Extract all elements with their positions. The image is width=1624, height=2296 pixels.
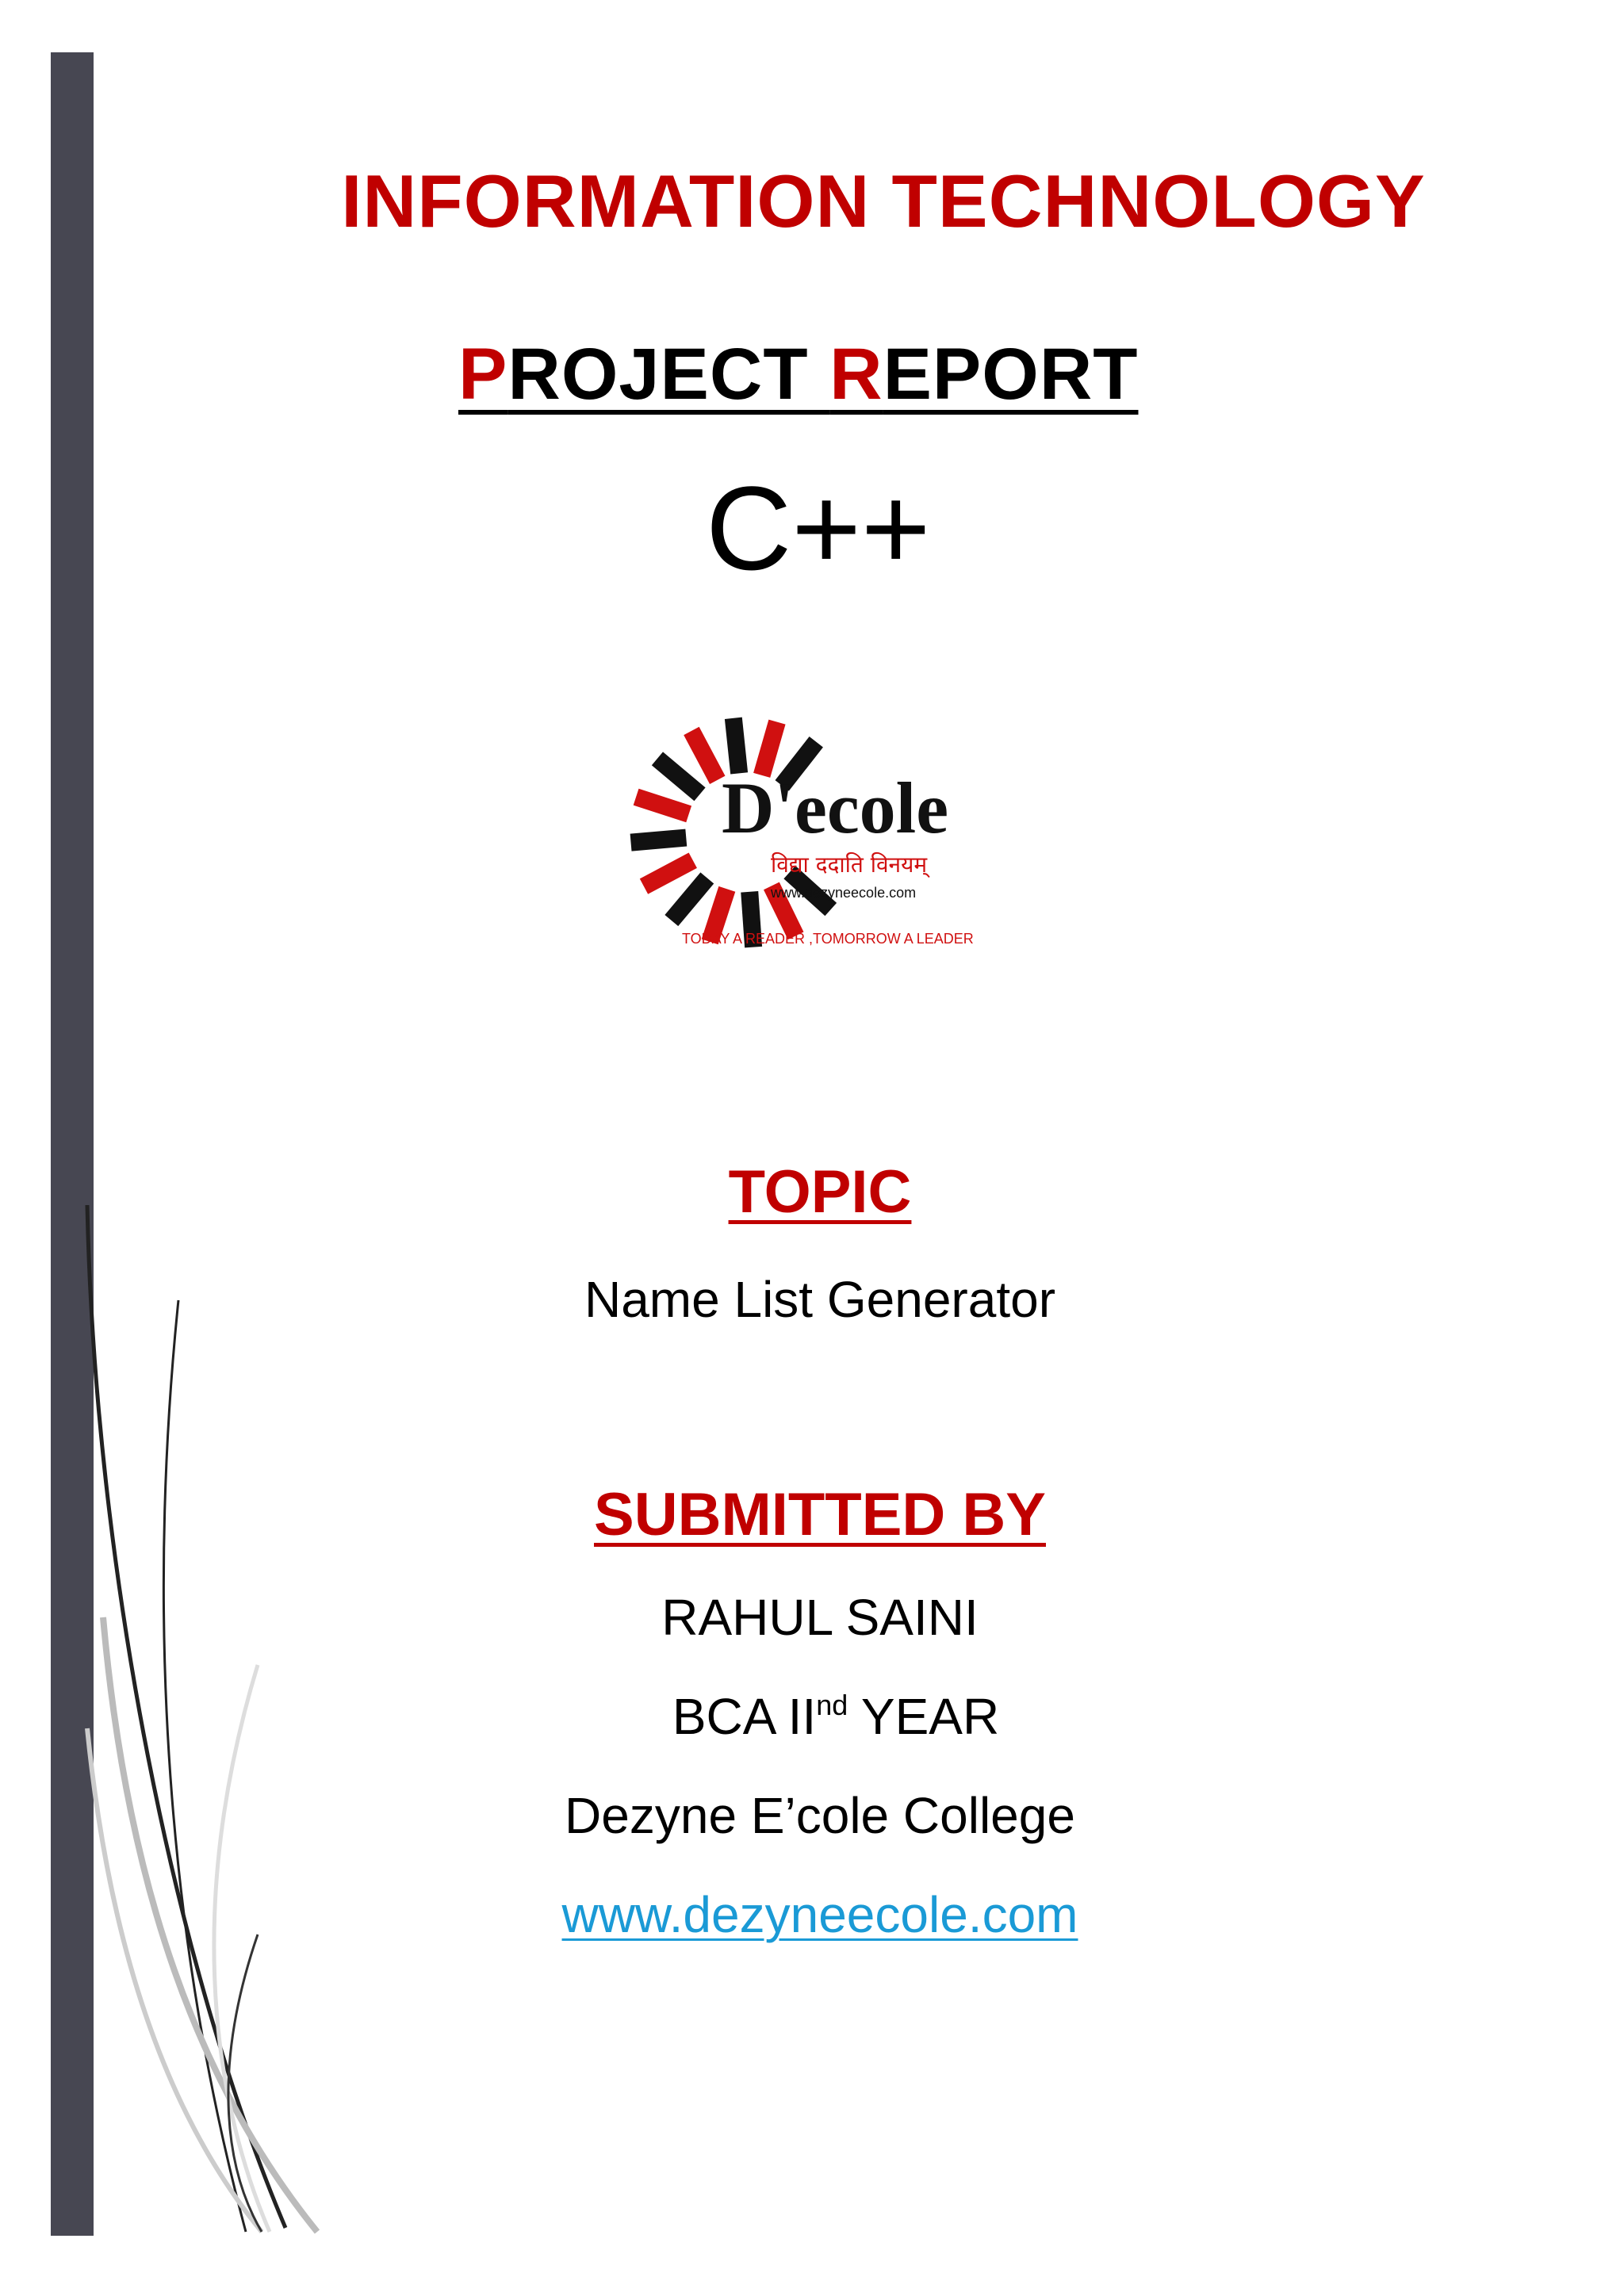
report-subtitle — [458, 333, 1139, 416]
website-link[interactable]: www.dezyneecole.com — [561, 1886, 1078, 1943]
decole-logo — [626, 714, 991, 959]
year-suffix: YEAR — [848, 1688, 1000, 1745]
svg-text:TODAY A READER ,TOMORROW A LEA: TODAY A READER ,TOMORROW A LEADER — [682, 931, 974, 947]
year-prefix: BCA II — [672, 1688, 817, 1745]
college-name: Dezyne E’cole College — [565, 1787, 1075, 1844]
submitted-by-heading: SUBMITTED BY — [594, 1481, 1046, 1548]
topic-heading: TOPIC — [728, 1158, 912, 1226]
svg-text:विद्या ददाति विनयम्: विद्या ददाति विनयम् — [771, 851, 928, 878]
svg-text:www.dezyneecole.com: www.dezyneecole.com — [771, 885, 917, 901]
year-superscript: nd — [816, 1689, 848, 1721]
subtitle-word-eport: EPORT — [883, 334, 1139, 415]
subtitle-initial-r: R — [829, 334, 883, 415]
student-name: RAHUL SAINI — [661, 1589, 979, 1646]
subtitle-initial-p: P — [458, 334, 508, 415]
subtitle-word-roject: ROJECT — [508, 334, 830, 415]
student-year — [24, 1687, 1624, 1746]
page-title: INFORMATION TECHNOLOGY — [341, 159, 1426, 243]
topic-value: Name List Generator — [584, 1271, 1056, 1328]
svg-text:D'ecole: D'ecole — [722, 767, 949, 848]
language-title: C++ — [706, 461, 931, 595]
